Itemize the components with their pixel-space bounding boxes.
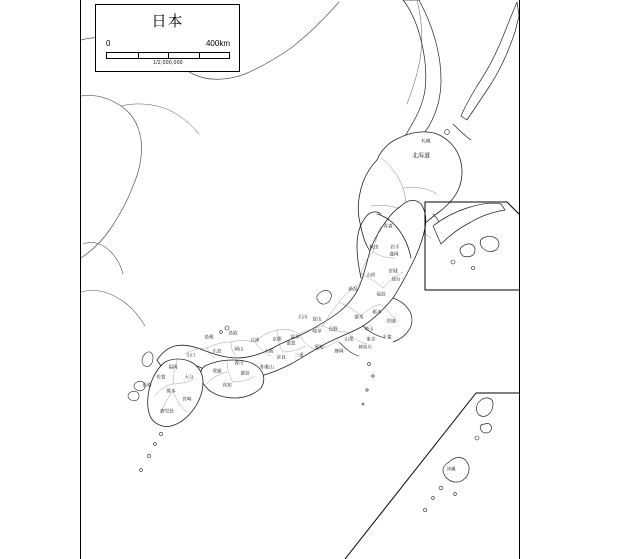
place-label: 香川 <box>234 361 244 367</box>
place-label: 静岡 <box>334 349 344 355</box>
place-label: 山形 <box>366 273 376 279</box>
place-label: 広島 <box>212 349 222 355</box>
place-label: 千葉 <box>382 335 392 341</box>
place-label: 鹿児島 <box>160 409 174 415</box>
place-label: 愛知 <box>314 345 324 351</box>
place-label: 高知 <box>222 383 232 389</box>
place-label: 東京 <box>366 337 376 343</box>
scale-labels <box>106 39 230 51</box>
inset-kuril-content <box>433 203 505 269</box>
shikoku <box>201 360 264 398</box>
scale-max-label: 400km <box>205 39 230 48</box>
place-label: 三重 <box>294 353 304 359</box>
place-label: 愛媛 <box>212 369 222 375</box>
place-label: 福島 <box>376 292 386 298</box>
japan-map-svg <box>81 0 520 559</box>
scale-ratio-label: 1/2,000,000 <box>153 60 183 66</box>
place-label: 大分 <box>184 375 194 381</box>
place-label: 沖縄 <box>446 467 456 473</box>
place-label: 山梨 <box>344 337 354 343</box>
place-label: 佐賀 <box>156 375 166 381</box>
place-label: 盛岡 <box>389 252 399 258</box>
place-label: 京都 <box>272 337 282 343</box>
map-title: 日本 <box>151 13 184 30</box>
place-label: 徳島 <box>240 371 250 377</box>
place-label: 仙台 <box>391 277 401 283</box>
place-label: 青森 <box>383 224 393 230</box>
place-label: 長崎 <box>142 383 152 389</box>
inset-frame-okinawa <box>345 393 520 559</box>
place-label: 群馬 <box>354 315 364 321</box>
place-label: 滋賀 <box>286 341 296 347</box>
place-label: 山口 <box>186 353 196 359</box>
place-label: 札幌 <box>421 139 431 145</box>
place-label: 埼玉 <box>364 327 374 333</box>
place-label: 神奈川 <box>358 345 372 351</box>
map-canvas[interactable] <box>80 0 520 559</box>
place-label: 大阪 <box>264 349 274 355</box>
place-label: 岡山 <box>234 347 244 353</box>
place-label: 宮城 <box>388 269 398 275</box>
map-legend <box>95 4 240 72</box>
place-label: 長野 <box>328 327 338 333</box>
place-label: 福岡 <box>168 365 178 371</box>
place-label: 富山 <box>312 317 322 323</box>
place-label: 鳥取 <box>228 331 238 337</box>
place-label: 福井 <box>290 335 300 341</box>
place-label: 熊本 <box>166 389 176 395</box>
place-label: 奈良 <box>276 355 286 361</box>
scale-tick <box>138 53 139 58</box>
scale-tick <box>199 53 200 58</box>
place-label: 北海道 <box>411 152 431 160</box>
place-label: 宮崎 <box>182 397 192 403</box>
scale-min-label: 0 <box>106 39 111 48</box>
place-label: 新潟 <box>348 287 358 293</box>
place-label: 秋田 <box>369 245 379 251</box>
place-label: 和歌山 <box>260 365 274 371</box>
place-label: 島根 <box>204 335 214 341</box>
kuril-chain <box>461 2 519 120</box>
place-label: 茨城 <box>386 319 396 325</box>
place-label: 石川 <box>298 315 308 321</box>
place-label: 岩手 <box>390 245 400 251</box>
place-label: 岐阜 <box>312 329 322 335</box>
place-label: 兵庫 <box>250 338 260 344</box>
scale-tick <box>168 53 169 58</box>
scale-bar <box>106 52 230 59</box>
place-label: 栃木 <box>372 310 382 316</box>
scale-bar-group <box>106 39 230 66</box>
